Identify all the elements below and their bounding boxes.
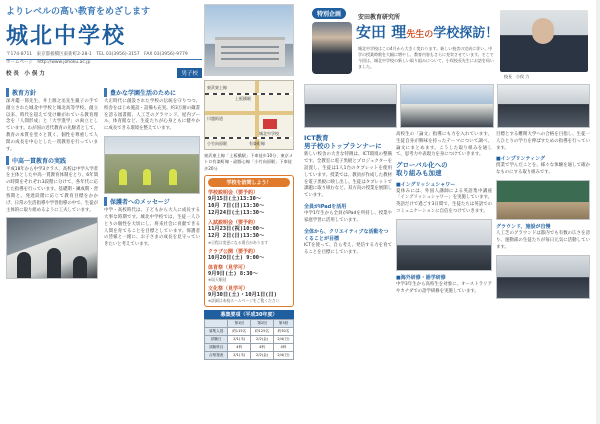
classroom-photo bbox=[6, 217, 98, 279]
section-heading: 豊かな学園生活のために bbox=[104, 88, 200, 97]
school-profile-page bbox=[0, 0, 298, 424]
table-row bbox=[205, 343, 294, 351]
section-text: 中学3年生から高校生を対象に、オーストラリアやカナダでの語学研修を実施しています。 bbox=[396, 281, 492, 294]
event-date: 9月15日(土)13:30〜 bbox=[208, 195, 262, 202]
event-date: 9月9日(土) 8:30〜 bbox=[208, 270, 258, 277]
access-info: 東武東上線「上板橋駅」下車徒歩10分、東京メトロ有楽町線・副都心線「小竹向原駅」下車徒歩20分 bbox=[204, 153, 294, 171]
boys-school-badge: 男子校 bbox=[177, 68, 202, 78]
classroom-photo bbox=[304, 84, 397, 128]
map-label: 有楽町線 bbox=[249, 141, 265, 146]
table-cell: 約125名 bbox=[251, 327, 274, 335]
school-name: 城北中学校 bbox=[6, 23, 127, 49]
subsection-heading: グラウンド、施設が自慢 bbox=[496, 224, 551, 231]
recruitment-table bbox=[204, 310, 294, 360]
table-cell: 募集人員 bbox=[205, 327, 228, 335]
section-heading: 教育方針 bbox=[6, 88, 98, 97]
event-date: 11月23日(祝)10:00〜 bbox=[208, 226, 265, 233]
table-cell: 試験日 bbox=[205, 335, 228, 343]
map-road bbox=[205, 111, 293, 115]
section-text: 高校生の「論文」指導にも力を入れています。生徒自身が興味を持ったテーマについて調べ、論文にまとめます。こうした取り組みを通して、思考力や表現力を身につけていきます。 bbox=[396, 132, 492, 158]
table-cell: 合格発表 bbox=[205, 351, 228, 359]
section-text: 目標とする難関大学への合格を目指し、生徒一人ひとりの学力を伸ばすための指導を行っています。 bbox=[496, 132, 590, 151]
right-column-2 bbox=[396, 132, 492, 296]
table-cell: 2/4(日) bbox=[273, 335, 293, 343]
student-figure bbox=[73, 256, 87, 278]
event-date: 10月20日(土) 9:00〜 bbox=[208, 254, 265, 261]
subsection-heading: ■インプリンティング bbox=[496, 156, 546, 163]
table-cell: 約30名 bbox=[273, 327, 293, 335]
section-text: ICTを使って、自ら考え、発信する力を育てることを目標にしています。 bbox=[304, 242, 392, 255]
principal-name: 校 長 小 俣 力 bbox=[6, 70, 45, 77]
feature-lead: 城北中学校はこの4月から大きく変わります。新しい校舎の完成に伴い、中学の授業時数を大幅に増やし、教育内容もさらに充実させています。そこで今回は、城北中学校の新しい取り組みについて、小俣校長先生にお話を伺いました。 bbox=[358, 46, 494, 69]
table-cell: 2/2(金) bbox=[251, 335, 274, 343]
special-feature-tag: 特別企画 bbox=[312, 8, 346, 19]
author-name: 安田 理 bbox=[356, 23, 407, 41]
subsection-heading: ■海外研修・語学研修 bbox=[396, 274, 446, 281]
lab-photo bbox=[396, 219, 492, 271]
table-cell: 約115名 bbox=[228, 327, 251, 335]
map-label: 上板橋駅 bbox=[235, 96, 251, 101]
section-text: 夏休みには、外国人講師による英語集中講座「イングリッシュシャワー」を実施しています。英語だけで過ごす3日間で、生徒たちは英語でのコミュニケーションに自信をつけていきます。 bbox=[396, 188, 492, 215]
map-railway bbox=[205, 137, 293, 139]
event-date: 10月 7日(日)13:30〜 bbox=[208, 203, 265, 210]
section-text: 中学1年生から全員がiPadを所持し、授業や家庭学習に活用しています。 bbox=[304, 211, 392, 223]
table-cell: 4科 bbox=[273, 343, 293, 351]
author-portrait bbox=[312, 22, 352, 74]
table-row bbox=[205, 327, 294, 335]
left-column-1 bbox=[6, 86, 98, 282]
section-heading: ICT教育 男子校のトップランナーに bbox=[304, 134, 382, 151]
player-figure bbox=[119, 169, 127, 185]
sports-field-photo bbox=[104, 136, 200, 194]
left-column-3 bbox=[204, 80, 294, 360]
section-heading: 中高一貫教育の実践 bbox=[6, 156, 98, 165]
left-column-2 bbox=[104, 86, 200, 249]
lesson-photo bbox=[497, 84, 590, 128]
subsection-heading: 全体から、クリエイティブな活動をつくることが目標 bbox=[304, 228, 389, 242]
events-box bbox=[204, 175, 294, 307]
event-label: 文化祭（見学可） bbox=[208, 285, 249, 292]
feature-title bbox=[356, 21, 498, 42]
section-text: 新しい校舎の大きな特徴は、ICT環境の整備です。全教室に電子黒板とプロジェクターを設置し、生徒は1人1台のタブレットを使用しています。授業では、教員が作成した教材を電子黒板に映し出し、生徒はタブレットで課題に取り組むなど、双方向の授業を展開しています。 bbox=[304, 152, 392, 199]
table-cell: 2/1(木) bbox=[228, 351, 251, 359]
event-note: ※雨天順延 bbox=[208, 276, 227, 282]
table-row bbox=[205, 335, 294, 343]
ict-photo bbox=[400, 84, 493, 128]
access-map bbox=[204, 80, 294, 150]
section-heading: グローバル化への 取り組みも加速 bbox=[396, 161, 448, 178]
section-heading: 保護者へのメッセージ bbox=[104, 197, 200, 206]
map-label: 城北中学校 bbox=[259, 131, 279, 136]
player-figure bbox=[143, 169, 151, 185]
player-figure bbox=[169, 169, 177, 185]
table-cell: 2/2(金) bbox=[251, 351, 274, 359]
table-cell: 2/4(日) bbox=[273, 351, 293, 359]
principal-photo bbox=[500, 10, 588, 72]
table-cell: 4科 bbox=[228, 343, 251, 351]
section-text: 人工芝のグラウンドは都内でも有数の広さを誇り、運動部の生徒たちが毎日元気に活動しています。 bbox=[496, 231, 590, 250]
blackboard-photo bbox=[496, 180, 590, 220]
table-cell: 2/1(木) bbox=[228, 335, 251, 343]
events-title: 学校を訪問しよう！ bbox=[208, 178, 290, 187]
event-label: 学校説明会（要予約） bbox=[208, 189, 259, 196]
section-text: 中学・高校時代は、子どもから大人に成長する大事な時期です。城北中学校では、生徒一人ひとりの個性を大切にし、将来社会に貢献できる人間を育てることを目標としています。保護者の皆様と一緒に、お子さまの成長を見守っていきたいと考えています。 bbox=[104, 208, 200, 248]
school-header bbox=[6, 4, 202, 78]
student-figure bbox=[17, 252, 31, 278]
table-header-cell: 第3回 bbox=[273, 319, 293, 327]
event-date: 12月 2日(日)13:30〜 bbox=[208, 233, 265, 240]
title-connector: 先生の bbox=[406, 30, 434, 40]
table-row bbox=[205, 351, 294, 359]
section-text: 授業で学んだことを、様々な体験を通して確かなものにする取り組みです。 bbox=[496, 163, 590, 176]
section-text: 大正時代に創設された学校の伝統を守りつつ、校舎をはじめ施設・設備も充実。約3万冊の蔵書を誇る図書館、人工芝のグラウンド、屋内プール、体育館など、生徒たちが心身ともに健やかに成長できる環境を整えています。 bbox=[104, 99, 200, 132]
school-marker bbox=[263, 119, 277, 129]
event-date: 9月30日(土)・10月1日(日) bbox=[208, 291, 277, 298]
interview-photo bbox=[496, 255, 590, 299]
subsection-heading: ■イングリッシュシャワー bbox=[396, 181, 456, 188]
table-cell: 試験科目 bbox=[205, 343, 228, 351]
map-label: 小竹向原駅 bbox=[207, 141, 227, 146]
map-label: 川越街道 bbox=[207, 116, 223, 121]
table-header-cell: 第2回 bbox=[251, 319, 274, 327]
section-text: 深井鑑一郎先生、井上源之丞先生親子の手で創立された城北中学校と城北高等学校。創立以来、時代を超えて受け継がれている教育理念を「人間形成」と「大学進学」の両立としています。わが国の近代教育の先駆者として、教育の本質を堂々と貫く、個性を尊重して人間の成長を中心とした一貫教育を行っています。 bbox=[6, 99, 98, 152]
section-text: 平成18年から中学3クラス、高校は中学入学者を主体とした中高一貫教育体制をとり、6年間の時間をそれぞれ3段階に分けて、各年代に応じた指導を行っています。基礎期・錬成期・習熟期と、発達段階に応じて教育目標をかかげ、日常の生活指導や学習指導の中で、生徒が主体的に取り組めるように工夫しています。 bbox=[6, 166, 98, 213]
table-header-cell: 第1回 bbox=[228, 319, 251, 327]
principal-row bbox=[6, 68, 202, 78]
right-column-1 bbox=[304, 132, 392, 256]
photo-band bbox=[304, 84, 590, 128]
event-note: ※日程は変更になる場合があります bbox=[208, 239, 269, 245]
photo-caption: 校長 小俣 力 bbox=[504, 74, 530, 79]
map-railway bbox=[205, 93, 293, 95]
event-note: ※詳細は本校ホームページをご覧ください bbox=[208, 297, 280, 303]
table-header-cell bbox=[205, 319, 228, 327]
event-label: クラブ公開（要予約） bbox=[208, 248, 259, 255]
map-label: 東武東上線 bbox=[207, 85, 227, 90]
recruitment-grid bbox=[204, 319, 294, 360]
school-address bbox=[6, 52, 202, 66]
address-line: 〒174-8711 東京都板橋区東新町2-28-1 TEL 03(3956)-3157 FAX 03(3956)-9779 bbox=[6, 52, 202, 60]
face-shape bbox=[532, 18, 554, 44]
school-visit-page bbox=[298, 0, 596, 424]
event-label: 入試説明会（要予約） bbox=[208, 220, 259, 227]
event-date: 12月24日(土)13:30〜 bbox=[208, 210, 265, 217]
building-shape bbox=[215, 37, 285, 67]
recruitment-title: 募集要項（平成30年度） bbox=[204, 310, 294, 319]
feature-header bbox=[304, 4, 590, 82]
homepage-line: ホームページ http://www.johoku.ac.jp bbox=[6, 59, 91, 65]
student-figure bbox=[47, 248, 61, 278]
organization-name: 安田教育研究所 bbox=[358, 14, 401, 21]
table-header-row bbox=[205, 319, 294, 327]
event-label: 体育祭（見学可） bbox=[208, 264, 249, 271]
school-building-photo bbox=[204, 4, 294, 76]
catch-phrase: よりレベルの高い教育をめざします bbox=[6, 7, 151, 17]
subsection-heading: 全員がiPadを活用 bbox=[304, 204, 347, 211]
title-main: 学校探訪！ bbox=[433, 26, 499, 41]
table-cell: 4科 bbox=[251, 343, 274, 351]
right-column-3 bbox=[496, 132, 590, 302]
